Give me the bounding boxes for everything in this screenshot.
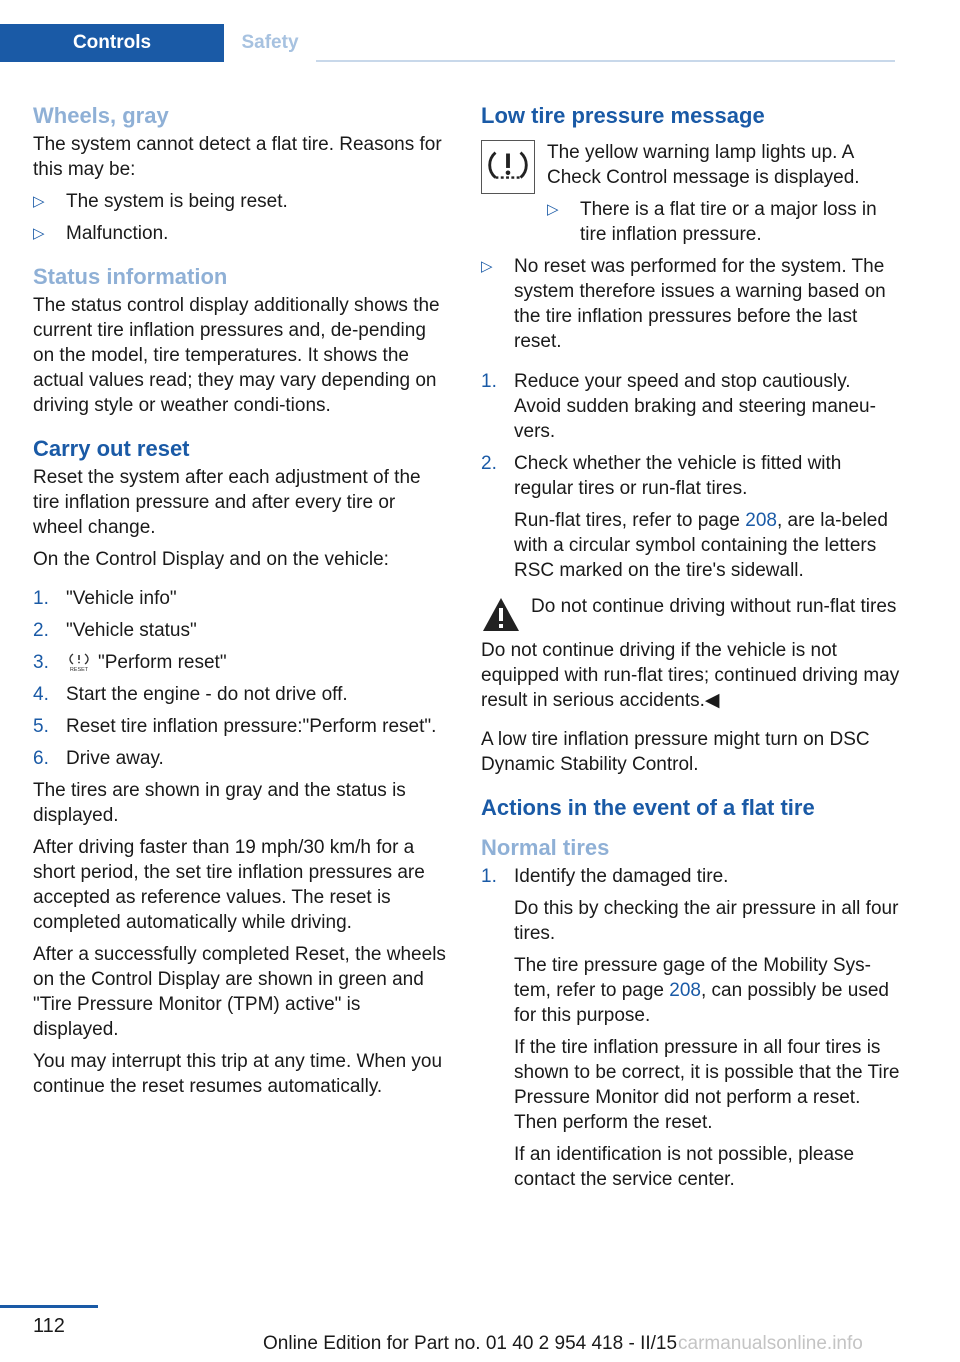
tire-reset-icon [66,652,92,672]
list-item: 4. Start the engine - do not drive off. [33,684,348,705]
low-pressure-list [481,254,901,354]
reset-p6: You may interrupt this trip at any time. When you continue the reset resumes automatically. [33,1051,443,1097]
watermark-text: carmanualsonline.info [678,1333,863,1354]
list-item: ▷ Malfunction. [33,223,169,244]
list-item: ▷ The system is being reset. [33,191,288,212]
heading-status-information: Status information [33,264,228,289]
heading-carry-out-reset: Carry out reset [33,436,190,461]
page-link-208[interactable]: 208 [669,980,701,1001]
right-column [481,100,901,1199]
bullet-triangle-icon: ▷ [481,258,493,275]
low-pressure-text: The yellow warning lamp lights up. A Check Control message is displayed. [547,142,860,188]
tire-pressure-warning-icon [481,140,535,194]
list-item: 5. Reset tire inflation pressure:"Perform reset". [33,716,437,737]
flat-p3: If the tire inflation pressure in all four tires is shown to be correct, it is possible that the Tire Pressure Monitor did not perform a reset. Then perform the reset. [514,1037,900,1133]
list-item: 2. "Vehicle status" [33,620,197,641]
chapter-tabs [0,24,895,62]
warning-triangle-icon [481,596,521,634]
footer-rule [0,1305,98,1308]
page-link-208[interactable]: 208 [745,510,777,531]
list-item: ▷ No reset was performed for the system. The system therefore issues a warning based on the tire inflation pressures before the last reset. [481,256,886,352]
wheels-gray-intro: The system cannot detect a flat tire. Reasons for this may be: [33,134,442,180]
list-item: 6. Drive away. [33,748,164,769]
page-number: 112 [33,1315,65,1337]
reset-p1: Reset the system after each adjustment of the tire inflation pressure and after every tire or wheel change. [33,467,421,538]
reset-p4: After driving faster than 19 mph/30 km/h for a short period, the set tire inflation pressures are accepted as reference values. The reset is completed automatically while driving. [33,837,425,933]
list-item: ▷ There is a flat tire or a major loss in tire inflation pressure. [547,199,877,245]
bullet-triangle-icon: ▷ [547,201,559,218]
list-item: 1. Reduce your speed and stop cautiously. Avoid sudden braking and steering maneu‐vers. [481,371,876,442]
low-pressure-steps [481,369,901,583]
reset-p3: The tires are shown in gray and the status is displayed. [33,780,406,826]
heading-normal-tires: Normal tires [481,835,610,860]
flat-tire-steps [481,864,901,1192]
reset-p2: On the Control Display and on the vehicle: [33,549,389,570]
bullet-triangle-icon: ▷ [33,193,45,210]
tab-safety[interactable]: Safety [224,24,316,62]
bullet-triangle-icon: ▷ [33,225,45,242]
wheels-gray-list [33,189,448,246]
reset-p5: After a successfully completed Reset, the wheels on the Control Display are shown in green and "Tire Pressure Monitor (TPM) active" is displayed. [33,944,446,1040]
list-item: 1. Identify the damaged tire. Do this by checking the air pressure in all four tires. The tire pressure gage of the Mobility Sys‐tem, refer to page 208, can possibly be used for this purpose. If the tire inflation pressure in all four tires is shown to be correct, it is possible that the Tire Pressure Monitor did not perform a reset. Then perform the reset. If an identification is not possible, please contact the service center. [481,866,900,1190]
heading-wheels-gray: Wheels, gray [33,103,169,128]
list-item: 1. "Vehicle info" [33,588,177,609]
flat-p4: If an identification is not possible, please contact the service center. [514,1144,855,1190]
edition-text: Online Edition for Part no. 01 40 2 954 418 - II/15 [263,1333,678,1354]
dsc-text: A low tire inflation pressure might turn on DSC Dynamic Stability Control. [481,729,870,775]
svg-text:RESET: RESET [69,667,89,672]
heading-flat-tire-actions: Actions in the event of a flat tire [481,795,815,820]
runflat-text: Run-flat tires, refer to page 208, are la‐beled with a circular symbol containing the letters RSC marked on the tire's sidewall. [514,510,888,581]
flat-p1: Do this by checking the air pressure in all four tires. [514,898,899,944]
flat-p2: The tire pressure gage of the Mobility Sys‐tem, refer to page 208, can possibly be used for this purpose. [514,955,889,1026]
list-item: 2. Check whether the vehicle is fitted with regular tires or run-flat tires. Run-flat tires, refer to page 208, are la‐beled with a circular symbol containing the letters RSC marked on the tire's sidewall. [481,451,901,583]
tab-controls[interactable]: Controls [0,24,224,62]
low-pressure-sublist [547,197,901,247]
warning-text: Do not continue driving if the vehicle is not equipped with run-flat tires; continued driving may result in serious accidents.◀ [481,640,900,711]
warning-title: Do not continue driving without run-flat tires [531,596,897,617]
reset-steps [33,586,448,771]
status-text: The status control display additionally shows the current tire inflation pressures and, de‐pending on the model, tire temperatures. It shows the actual values read; they may vary depending on driving style or weather condi‐tions. [33,295,440,416]
heading-low-tire-pressure: Low tire pressure message [481,103,765,128]
left-column [33,100,448,1106]
list-item: 3. RESET "Perform reset" [33,652,227,673]
